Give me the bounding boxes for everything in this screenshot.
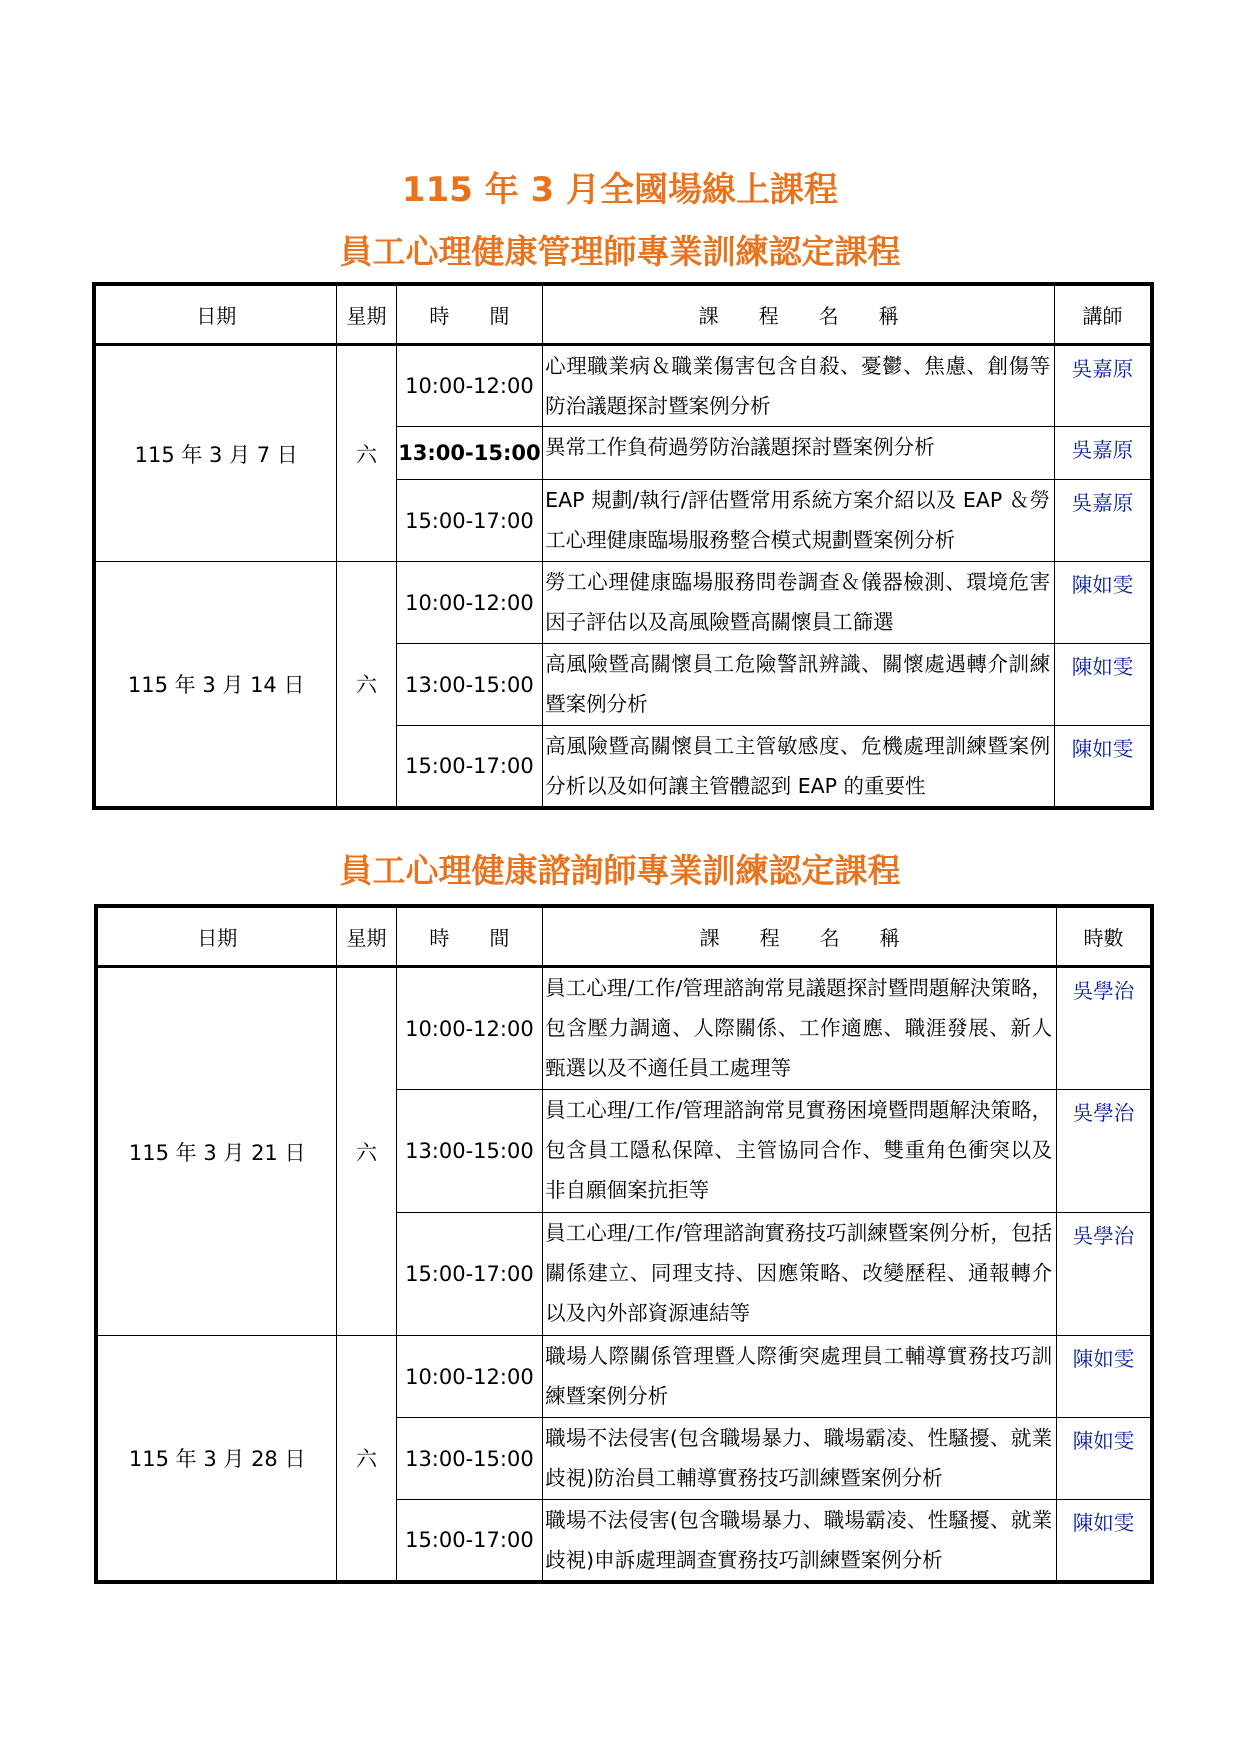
- time-cell: 10:00-12:00: [396, 345, 543, 427]
- header-course: 課 程 名 稱: [543, 906, 1057, 967]
- time-cell: 15:00-17:00: [396, 480, 543, 562]
- instructor-cell: 陳如雯: [1057, 1500, 1152, 1583]
- instructor-cell: 吳嘉原: [1055, 345, 1152, 427]
- time-cell: 10:00-12:00: [396, 1336, 543, 1418]
- date-cell: 115 年 3 月 21 日: [96, 967, 337, 1336]
- table-header-row: [94, 284, 1152, 345]
- weekday-cell: 六: [337, 1336, 396, 1583]
- course-cell: 員工心理/工作/管理諮詢實務技巧訓練暨案例分析，包括關係建立、同理支持、因應策略、改變歷程、通報轉介以及內外部資源連結等: [543, 1213, 1057, 1336]
- instructor-cell: 陳如雯: [1055, 562, 1152, 644]
- table-header-row: [96, 906, 1152, 967]
- section-title-manager: 員工心理健康管理師專業訓練認定課程: [339, 232, 901, 271]
- table-row: [94, 345, 1152, 427]
- header-instructor: 講師: [1055, 284, 1152, 345]
- time-cell: 10:00-12:00: [396, 967, 543, 1090]
- schedule-table-manager: [92, 282, 1154, 810]
- page-title: 115 年 3 月全國場線上課程: [401, 170, 839, 210]
- time-cell: 10:00-12:00: [396, 562, 543, 644]
- course-cell: 員工心理/工作/管理諮詢常見議題探討暨問題解決策略，包含壓力調適、人際關係、工作適應、職涯發展、新人甄選以及不適任員工處理等: [543, 967, 1057, 1090]
- header-weekday: 星期: [337, 284, 396, 345]
- course-cell: 高風險暨高關懷員工危險警訊辨識、關懷處遇轉介訓練暨案例分析: [543, 644, 1055, 726]
- header-time: 時 間: [396, 906, 543, 967]
- header-date: 日期: [94, 284, 337, 345]
- course-cell: 勞工心理健康臨場服務問卷調查＆儀器檢測、環境危害因子評估以及高風險暨高關懷員工篩選: [543, 562, 1055, 644]
- course-cell: 職場不法侵害(包含職場暴力、職場霸凌、性騷擾、就業歧視)申訴處理調查實務技巧訓練暨案例分析: [543, 1500, 1057, 1583]
- course-cell: 職場人際關係管理暨人際衝突處理員工輔導實務技巧訓練暨案例分析: [543, 1336, 1057, 1418]
- instructor-cell: 陳如雯: [1057, 1336, 1152, 1418]
- instructor-cell: 陳如雯: [1057, 1418, 1152, 1500]
- course-cell: EAP 規劃/執行/評估暨常用系統方案介紹以及 EAP ＆勞工心理健康臨場服務整合模式規劃暨案例分析: [543, 480, 1055, 562]
- header-instructor: 時數: [1057, 906, 1152, 967]
- instructor-cell: 陳如雯: [1055, 726, 1152, 809]
- time-cell: 15:00-17:00: [396, 726, 543, 809]
- course-cell: 異常工作負荷過勞防治議題探討暨案例分析: [543, 427, 1055, 480]
- table-row: [94, 562, 1152, 644]
- course-cell: 心理職業病＆職業傷害包含自殺、憂鬱、焦慮、創傷等防治議題探討暨案例分析: [543, 345, 1055, 427]
- time-cell: 13:00-15:00: [396, 1418, 543, 1500]
- time-cell: 13:00-15:00: [396, 1090, 543, 1213]
- time-cell: 13:00-15:00: [396, 644, 543, 726]
- instructor-cell: 吳學治: [1057, 1090, 1152, 1213]
- time-cell: 15:00-17:00: [396, 1500, 543, 1583]
- course-cell: 職場不法侵害(包含職場暴力、職場霸凌、性騷擾、就業歧視)防治員工輔導實務技巧訓練暨案例分析: [543, 1418, 1057, 1500]
- date-cell: 115 年 3 月 7 日: [94, 345, 337, 562]
- date-cell: 115 年 3 月 28 日: [96, 1336, 337, 1583]
- instructor-cell: 吳學治: [1057, 1213, 1152, 1336]
- instructor-cell: 吳嘉原: [1055, 480, 1152, 562]
- table-row: [96, 967, 1152, 1090]
- header-weekday: 星期: [337, 906, 396, 967]
- weekday-cell: 六: [337, 345, 396, 562]
- section-title-counselor: 員工心理健康諮詢師專業訓練認定課程: [339, 851, 901, 890]
- time-cell: 13:00-15:00: [396, 427, 543, 480]
- date-cell: 115 年 3 月 14 日: [94, 562, 337, 809]
- weekday-cell: 六: [337, 562, 396, 809]
- header-date: 日期: [96, 906, 337, 967]
- instructor-cell: 陳如雯: [1055, 644, 1152, 726]
- weekday-cell: 六: [337, 967, 396, 1336]
- schedule-table-counselor: [94, 904, 1154, 1584]
- course-cell: 高風險暨高關懷員工主管敏感度、危機處理訓練暨案例分析以及如何讓主管體認到 EAP 的重要性: [543, 726, 1055, 809]
- instructor-cell: 吳嘉原: [1055, 427, 1152, 480]
- time-cell: 15:00-17:00: [396, 1213, 543, 1336]
- header-course: 課 程 名 稱: [543, 284, 1055, 345]
- table-row: [96, 1336, 1152, 1418]
- instructor-cell: 吳學治: [1057, 967, 1152, 1090]
- header-time: 時 間: [396, 284, 543, 345]
- course-cell: 員工心理/工作/管理諮詢常見實務困境暨問題解決策略，包含員工隱私保障、主管協同合作、雙重角色衝突以及非自願個案抗拒等: [543, 1090, 1057, 1213]
